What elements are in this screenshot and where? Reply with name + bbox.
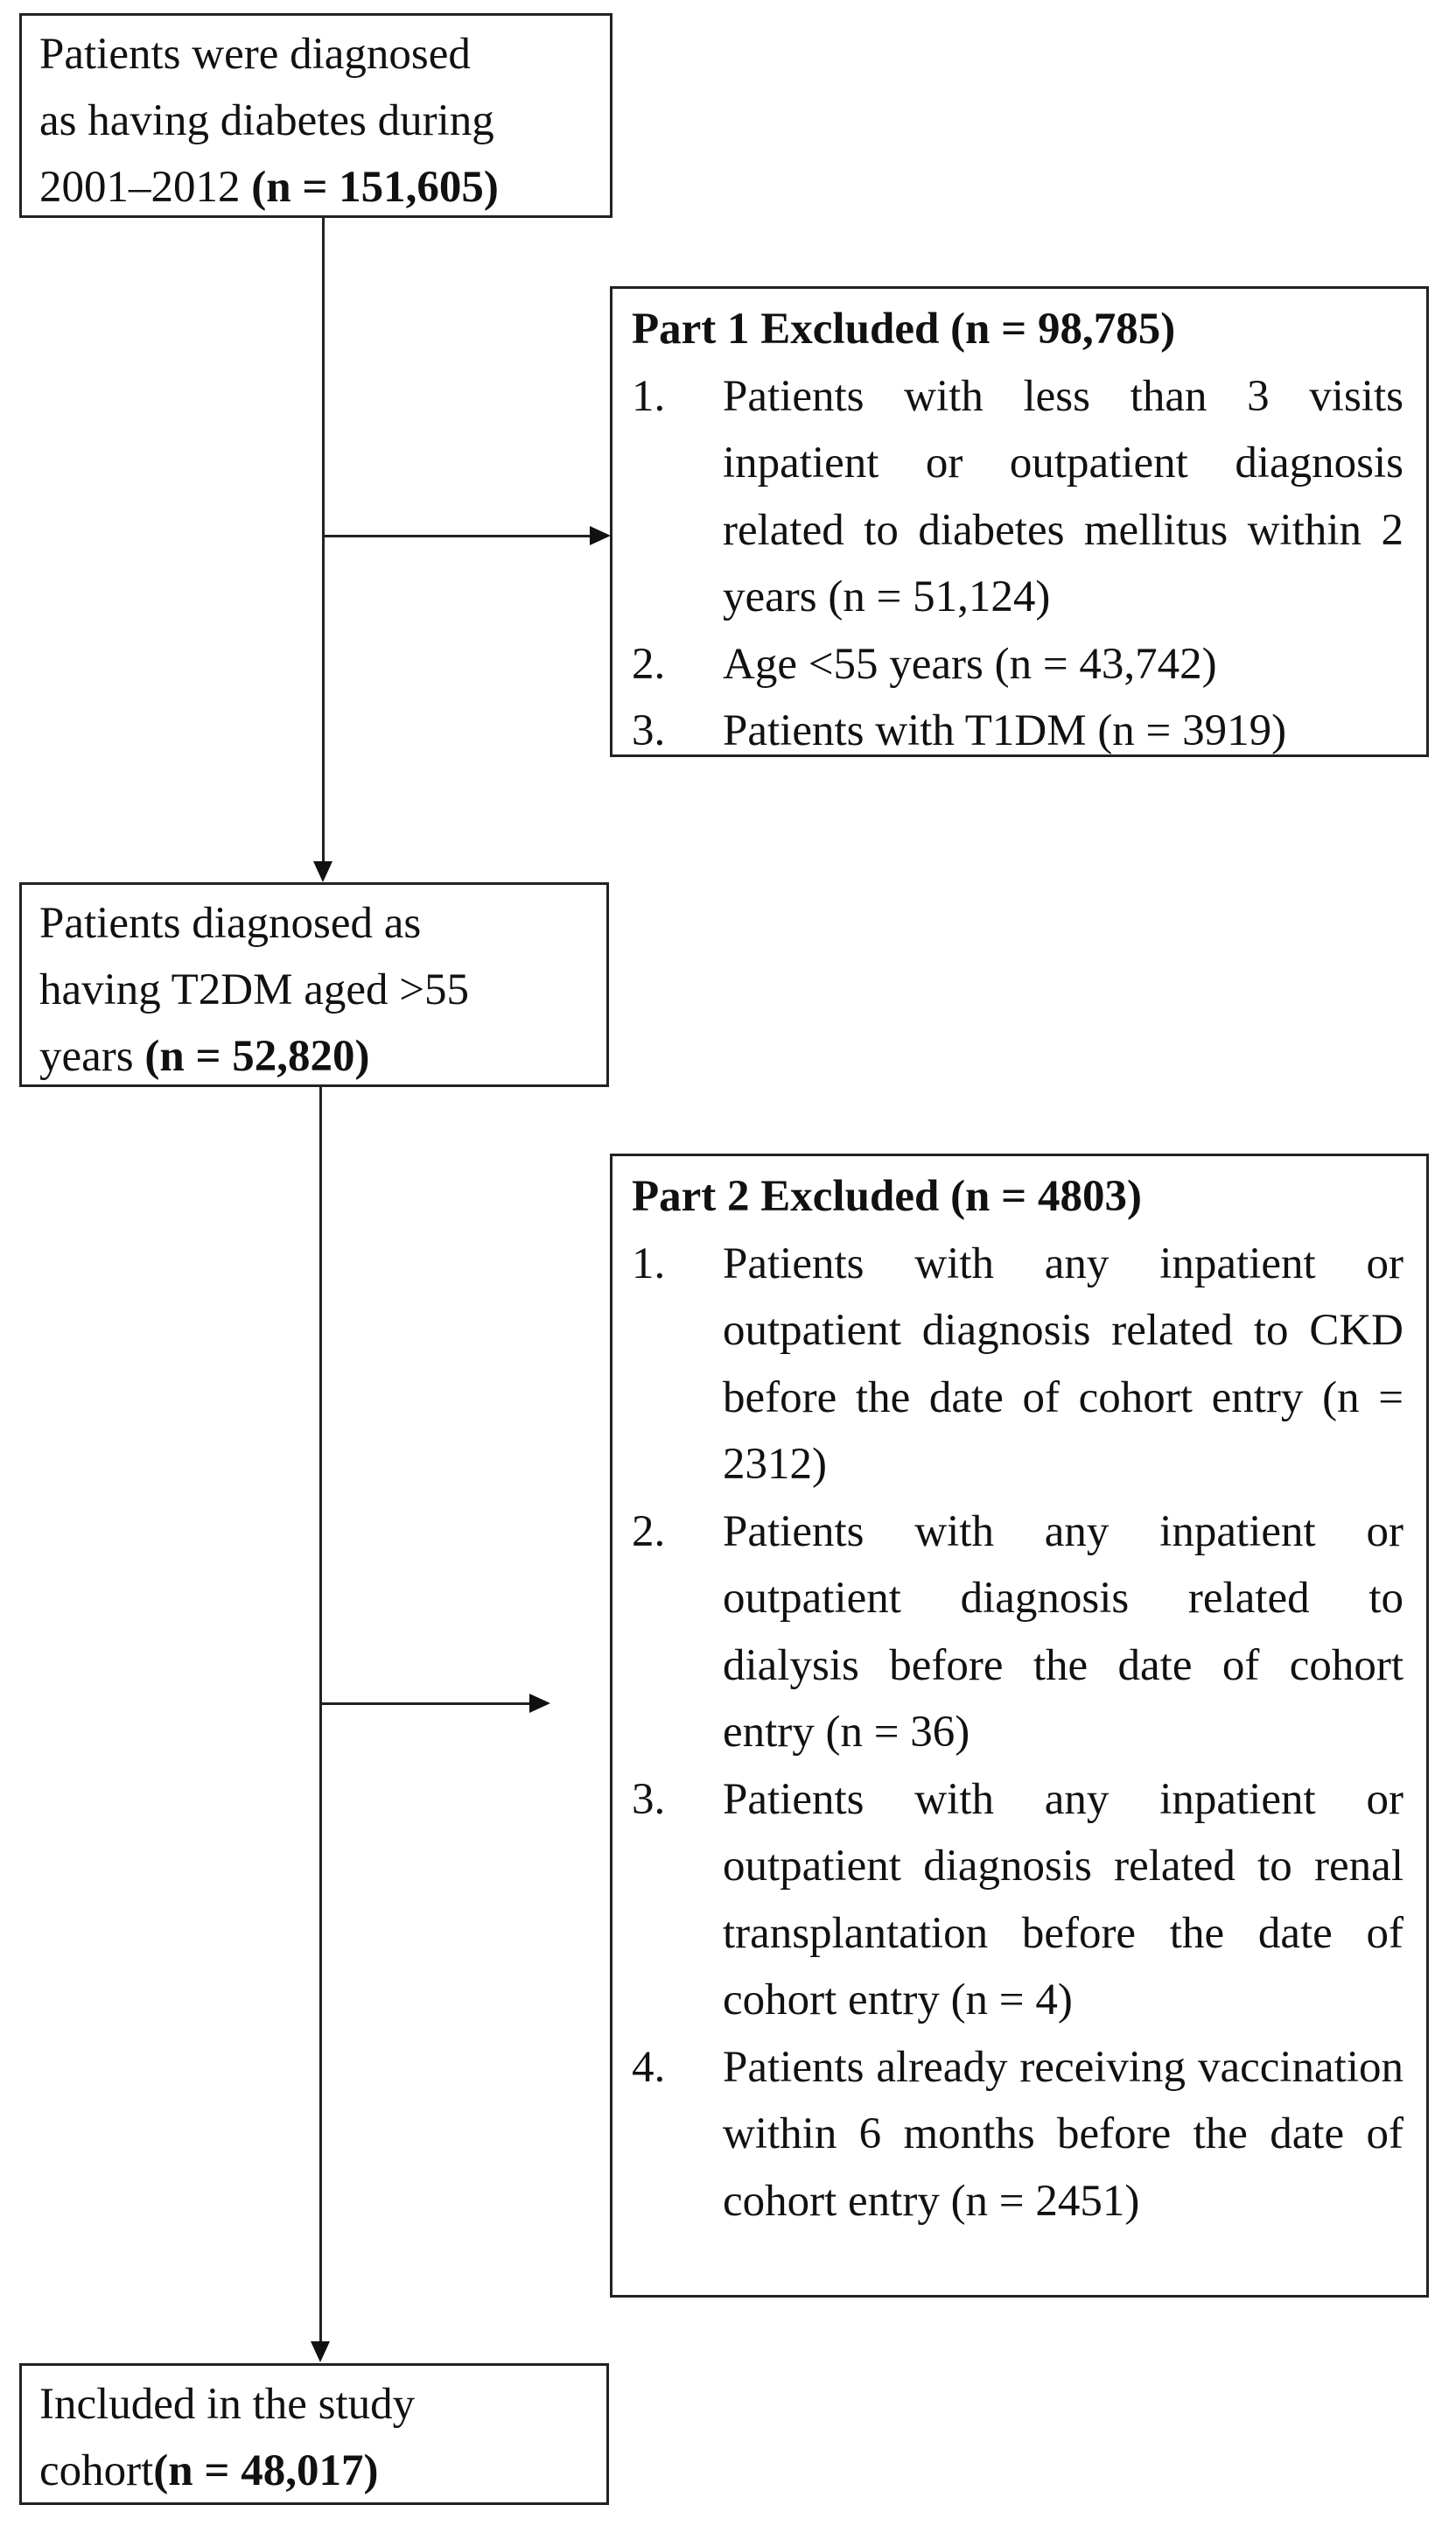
middle-prefix: years — [39, 1032, 145, 1081]
part1-item — [632, 631, 1404, 698]
start-count: (n = 151,605) — [251, 163, 499, 212]
item-text: Patients with any inpatient or outpatient diagnosis related to renal transplantation before the date of cohort entry (n = 4) — [723, 1774, 1404, 2024]
item-text: Patients with any inpatient or outpatient diagnosis related to CKD before the date of cohort entry (n = 2312) — [723, 1238, 1404, 1489]
final-line-1: Included in the study — [39, 2380, 416, 2429]
part2-title: Part 2 Excluded (n = 4803) — [632, 1172, 1142, 1221]
study-cohort-box — [19, 2363, 609, 2505]
start-box — [19, 13, 612, 218]
part1-title: Part 1 Excluded (n = 98,785) — [632, 305, 1176, 354]
part2-item — [632, 1766, 1404, 2034]
part2-item — [632, 2034, 1404, 2235]
item-number: 2. — [632, 639, 666, 689]
final-count: (n = 48,017) — [153, 2446, 379, 2495]
connector-1-2 — [322, 218, 325, 862]
part1-item — [632, 698, 1404, 765]
part2-list — [632, 1231, 1404, 2235]
start-line-3 — [39, 154, 610, 221]
connector-2-3 — [319, 1087, 322, 2342]
item-number: 1. — [632, 1238, 666, 1288]
connector-part2 — [321, 1702, 531, 1705]
item-number: 1. — [632, 371, 666, 421]
connector-part1 — [324, 535, 592, 537]
part2-excluded-box — [610, 1154, 1429, 2298]
arrow-right-icon — [590, 526, 611, 545]
part2-item — [632, 1231, 1404, 1498]
part1-list — [632, 363, 1404, 765]
middle-line-2: having T2DM aged >55 — [39, 965, 469, 1014]
part2-item — [632, 1498, 1404, 1766]
item-number: 2. — [632, 1506, 666, 1556]
start-line-2: as having diabetes during — [39, 96, 494, 145]
item-number: 3. — [632, 706, 666, 755]
arrow-down-icon — [313, 861, 332, 882]
arrow-down-icon — [311, 2341, 330, 2362]
final-prefix: cohort — [39, 2446, 154, 2495]
item-text: Patients with T1DM (n = 3919) — [723, 706, 1287, 755]
start-line-1: Patients were diagnosed — [39, 30, 471, 79]
item-text: Age <55 years (n = 43,742) — [723, 639, 1217, 689]
part1-excluded-box — [610, 286, 1429, 757]
t2dm-box — [19, 882, 609, 1087]
arrow-right-icon — [529, 1694, 550, 1713]
item-text: Patients with less than 3 visits inpatient or outpatient diagnosis related to diabetes mellitus within 2 years (n = 51,124) — [723, 371, 1404, 621]
middle-line-3 — [39, 1023, 606, 1090]
start-period: 2001–2012 — [39, 163, 252, 212]
item-text: Patients with any inpatient or outpatient diagnosis related to dialysis before the date of cohort entry (n = 36) — [723, 1506, 1404, 1757]
final-line-2 — [39, 2438, 606, 2504]
item-number: 4. — [632, 2042, 666, 2092]
item-number: 3. — [632, 1774, 666, 1824]
item-text: Patients already receiving vaccination within 6 months before the date of cohort entry (n = 2451) — [723, 2042, 1404, 2226]
part1-item — [632, 363, 1404, 631]
middle-line-1: Patients diagnosed as — [39, 899, 422, 948]
middle-count: (n = 52,820) — [144, 1032, 370, 1081]
